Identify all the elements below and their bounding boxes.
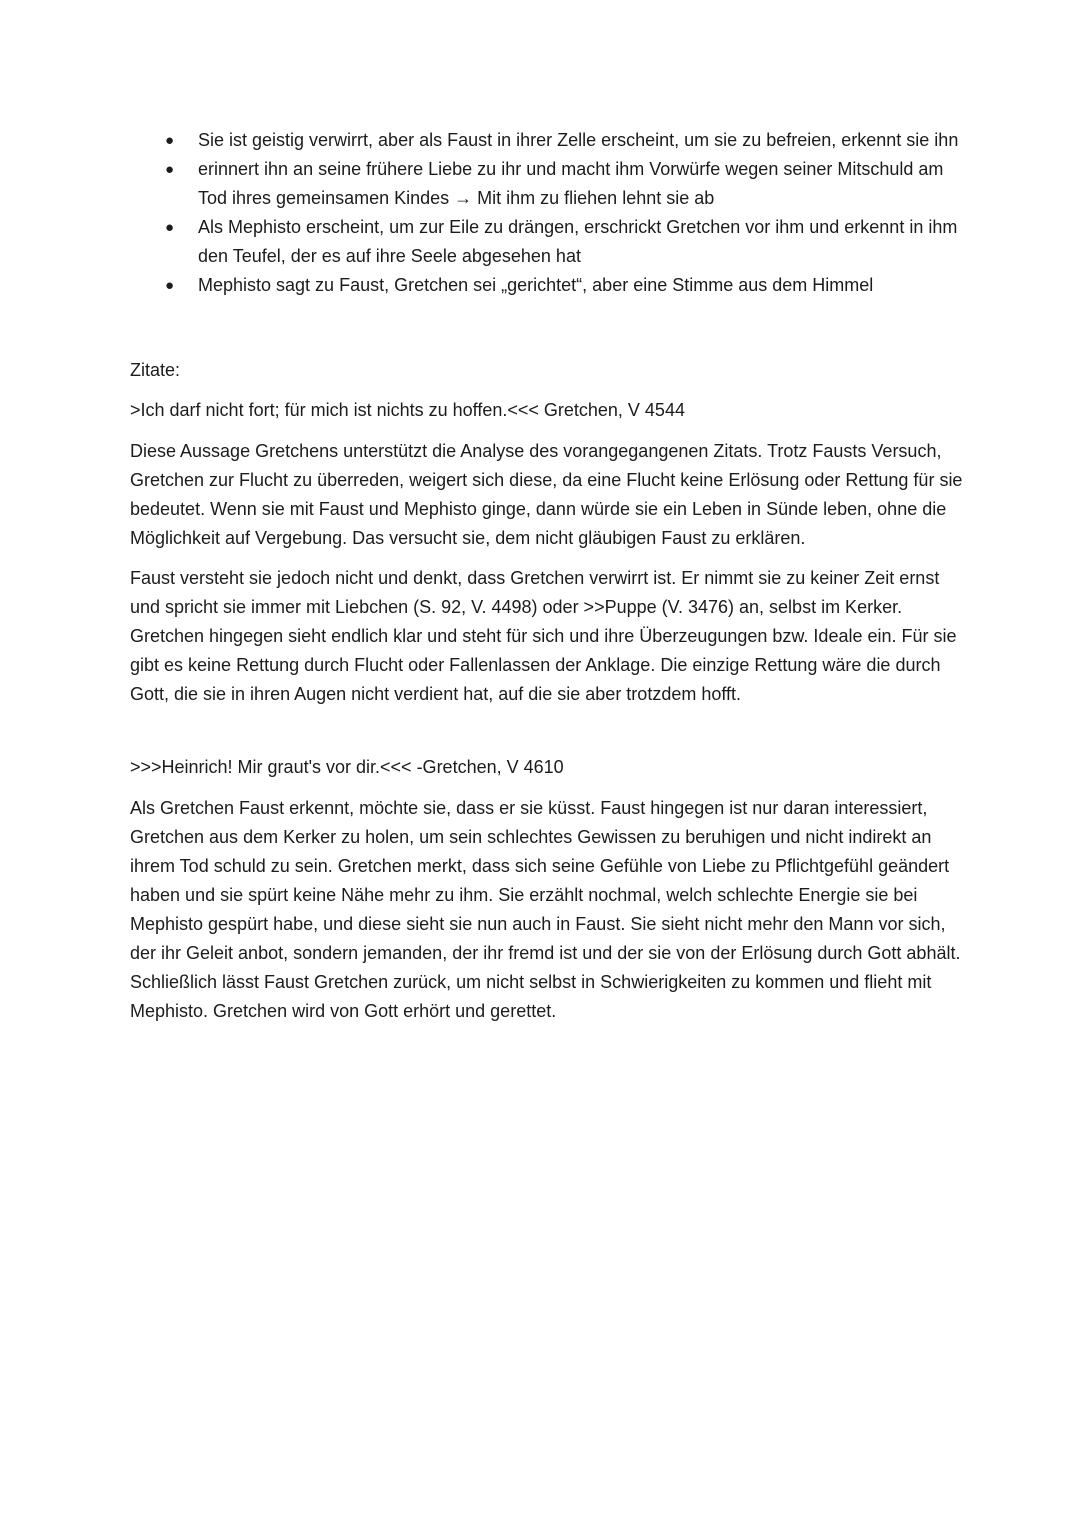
bullet-text: erinnert ihn an seine frühere Liebe zu ihr und macht ihm Vorwürfe wegen seiner Mitschuld am Tod ihres gemeinsamen Kindes → Mit ihm zu fliehen lehnt sie ab <box>198 159 944 208</box>
quote-line-2: >>>Heinrich! Mir graut's vor dir.<<< -Gretchen, V 4610 <box>130 757 564 777</box>
zitate-heading: Zitate: <box>130 360 181 380</box>
bullet-icon: ● <box>165 277 175 294</box>
bullet-icon: ● <box>165 161 175 178</box>
list-item <box>165 155 968 213</box>
analysis-paragraph-2: Faust versteht sie jedoch nicht und denkt, dass Gretchen verwirrt ist. Er nimmt sie zu keiner Zeit ernst und spricht sie immer mit Liebchen (S. 92, V. 4498) oder >>Puppe (V. 3476) an, selbst im Kerker. Gretchen hingegen sieht endlich klar und steht für sich und ihre Überzeugungen bzw. Ideale ein. Für sie gibt es keine Rettung durch Flucht oder Fallenlassen der Anklage. Die einzige Rettung wäre die durch Gott, die sie in ihren Augen nicht verdient hat, auf die sie aber trotzdem hofft. <box>130 568 957 704</box>
quote-line-1: >Ich darf nicht fort; für mich ist nichts zu hoffen.<<< Gretchen, V 4544 <box>130 400 685 420</box>
bullet-list <box>130 126 968 300</box>
analysis-paragraph-1: Diese Aussage Gretchens unterstützt die Analyse des vorangegangenen Zitats. Trotz Fausts Versuch, Gretchen zur Flucht zu überreden, weigert sich diese, da eine Flucht keine Erlösung oder Rettung für sie bedeutet. Wenn sie mit Faust und Mephisto ginge, dann würde sie ein Leben in Sünde leben, ohne die Möglichkeit auf Vergebung. Das versucht sie, dem nicht gläubigen Faust zu erklären. <box>130 441 963 548</box>
list-item <box>165 271 968 300</box>
list-item <box>165 126 968 155</box>
bullet-text: Als Mephisto erscheint, um zur Eile zu drängen, erschrickt Gretchen vor ihm und erkennt in ihm den Teufel, der es auf ihre Seele abgesehen hat <box>198 217 958 266</box>
bullet-text: Sie ist geistig verwirrt, aber als Faust in ihrer Zelle erscheint, um sie zu befreien, erkennt sie ihn <box>198 130 959 150</box>
bullet-text: Mephisto sagt zu Faust, Gretchen sei „gerichtet“, aber eine Stimme aus dem Himmel <box>198 275 874 295</box>
analysis-paragraph-3: Als Gretchen Faust erkennt, möchte sie, dass er sie küsst. Faust hingegen ist nur daran interessiert, Gretchen aus dem Kerker zu holen, um sein schlechtes Gewissen zu beruhigen und nicht indirekt an ihrem Tod schuld zu sein. Gretchen merkt, dass sich seine Gefühle von Liebe zu Pflichtgefühl geändert haben und sie spürt keine Nähe mehr zu ihm. Sie erzählt nochmal, welch schlechte Energie sie bei Mephisto gespürt habe, und diese sieht sie nun auch in Faust. Sie sieht nicht mehr den Mann vor sich, der ihr Geleit anbot, sondern jemanden, der ihr fremd ist und der sie von der Erlösung durch Gott abhält. Schließlich lässt Faust Gretchen zurück, um nicht selbst in Schwierigkeiten zu kommen und flieht mit Mephisto. Gretchen wird von Gott erhört und gerettet. <box>130 798 961 1021</box>
bullet-icon: ● <box>165 219 175 236</box>
bullet-icon: ● <box>165 132 175 149</box>
list-item <box>165 213 968 271</box>
